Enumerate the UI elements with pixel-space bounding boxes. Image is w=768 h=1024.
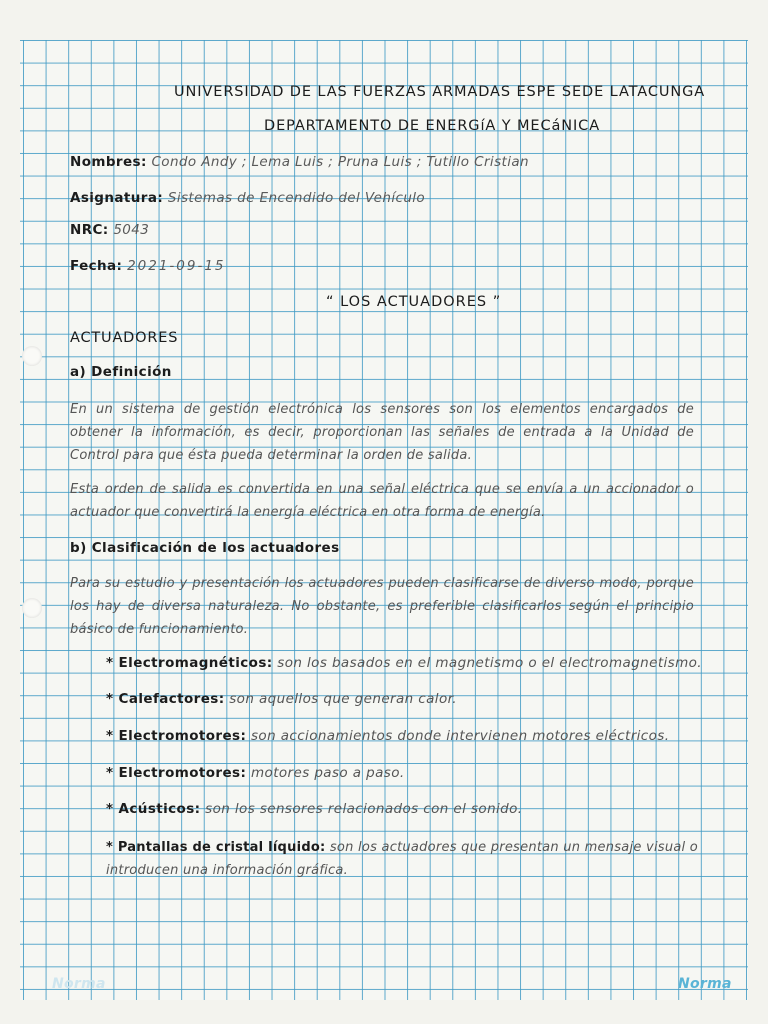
list-item-text: son los sensores relacionados con el sonido. [205,801,523,817]
list-item [106,836,702,882]
clasificacion-intro: Para su estudio y presentación los actuadores pueden clasificarse de diverso modo, porque los hay de diversa naturaleza. No obstante, es preferible clasificarlos según el principio básico de funcionamiento. [70,576,694,637]
clasificacion-heading: b) Clasificación de los actuadores [70,540,340,556]
fecha-label: Fecha: [70,258,123,274]
nombres-value: Condo Andy ; Lema Luis ; Pruna Luis ; Tutillo Cristian [151,154,529,170]
department-title: DEPARTAMENTO DE ENERGíA Y MECáNICA [264,118,601,134]
document-title: “ LOS ACTUADORES ” [326,294,502,310]
fecha-row [70,258,226,274]
definicion-paragraph: Esta orden de salida es convertida en una señal eléctrica que se envía a un accionador o actuador que convertirá la energía eléctrica en otra forma de energía. [70,482,694,520]
list-item [106,691,457,707]
list-item-text: son aquellos que generan calor. [229,691,458,707]
list-item-label: * Electromagnéticos: [106,655,273,671]
list-item [106,655,702,671]
list-item [106,728,669,744]
binder-hole [22,346,42,366]
list-item-label: * Acústicos: [106,801,201,817]
list-item-text: son los basados en el magnetismo o el electromagnetismo. [277,655,702,671]
binder-hole [22,598,42,618]
university-title: UNIVERSIDAD DE LAS FUERZAS ARMADAS ESPE SEDE LATACUNGA [174,84,706,100]
nombres-label: Nombres: [70,154,147,170]
definicion-paragraph: En un sistema de gestión electrónica los sensores son los elementos encargados de obtener la información, es decir, proporcionan las señales de entrada a la Unidad de Control para que ésta pueda determinar la orden de salida. [70,402,694,463]
nrc-row [70,222,149,238]
list-item-text: son los actuadores que presentan un mensaje visual o introducen una información gráfica. [106,840,698,878]
norma-watermark-logo: Norma [52,976,106,992]
list-item [106,801,523,817]
list-item-label: * Electromotores: [106,728,247,744]
list-item-text: motores paso a paso. [250,765,405,781]
asignatura-value: Sistemas de Encendido del Vehículo [167,190,426,206]
list-item [106,765,405,781]
list-item-label: * Electromotores: [106,765,247,781]
list-item-text: son accionamientos donde intervienen motores eléctricos. [250,728,670,744]
asignatura-label: Asignatura: [70,190,164,206]
nrc-label: NRC: [70,222,109,238]
list-item-label: * Calefactores: [106,691,225,707]
norma-logo: Norma [678,976,732,992]
nrc-value: 5043 [113,222,150,238]
nombres-row [70,154,529,170]
asignatura-row [70,190,425,206]
list-item-label: * Pantallas de cristal líquido: [106,840,326,855]
fecha-value: 2021-09-15 [127,258,226,274]
section-heading: ACTUADORES [70,330,179,346]
definicion-heading: a) Definición [70,364,172,380]
